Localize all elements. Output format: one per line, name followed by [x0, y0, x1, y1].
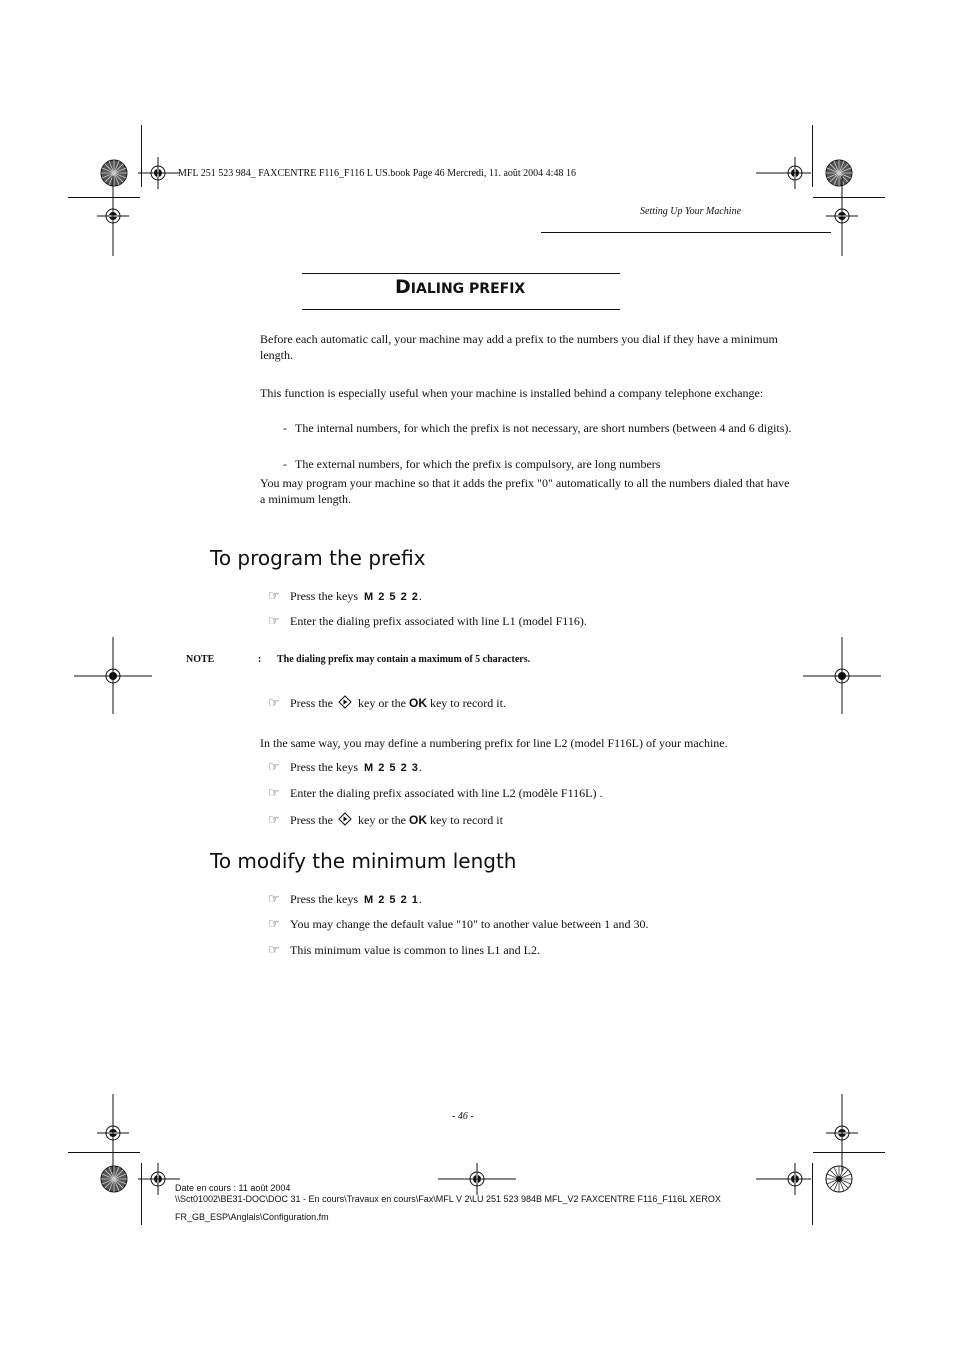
list-item: ☞ You may change the default value "10" to another value between 1 and 30.	[268, 916, 649, 931]
footer-path: \\Sct01002\BE31-DOC\DOC 31 - En cours\Travaux en cours\Fax\MFL V 2\LU 251 523 984B MFL_V2 FAXCENTRE F116_F116L XEROX	[175, 1194, 721, 1204]
file-info-header: MFL 251 523 984_ FAXCENTRE F116_F116 L US.book Page 46 Mercredi, 11. août 2004 4:48 16	[178, 168, 576, 179]
pointing-hand-icon: ☞	[268, 812, 280, 827]
note-colon: :	[258, 654, 262, 665]
list-item: - The external numbers, for which the prefix is compulsory, are long numbers	[283, 456, 793, 472]
key-sequence: M 2 5 2 3	[364, 762, 419, 774]
pointing-hand-icon: ☞	[268, 588, 280, 603]
color-wheel-icon	[101, 160, 127, 186]
pointing-hand-icon: ☞	[268, 891, 280, 906]
intro-paragraph: You may program your machine so that it adds the prefix "0" automatically to all the numbers dialed that have a minimum length.	[260, 476, 790, 506]
pointing-hand-icon: ☞	[268, 942, 280, 957]
pointing-hand-icon: ☞	[268, 785, 280, 800]
list-item: ☞ Enter the dialing prefix associated with line L1 (model F116).	[268, 613, 587, 628]
list-item: ☞ Press the keys M 2 5 2 2.	[268, 588, 422, 603]
list-item-text: The internal numbers, for which the prefix is not necessary, are short numbers (between 4 and 6 digits).	[295, 421, 792, 435]
pointing-hand-icon: ☞	[268, 695, 280, 710]
footer-file: FR_GB_ESP\Anglais\Configuration.fm	[175, 1212, 329, 1222]
start-diamond-icon	[338, 812, 353, 827]
pointing-hand-icon: ☞	[268, 759, 280, 774]
ok-key: OK	[408, 813, 427, 827]
page-title	[395, 276, 525, 298]
list-item: ☞ Enter the dialing prefix associated with line L2 (modèle F116L) .	[268, 785, 603, 800]
intro-paragraph: This function is especially useful when your machine is installed behind a company telephone exchange:	[260, 386, 764, 400]
section-heading: To modify the minimum length	[210, 849, 517, 873]
list-item: - The internal numbers, for which the prefix is not necessary, are short numbers (between 4 and 6 digits).	[283, 421, 792, 435]
intro-paragraph: Before each automatic call, your machine may add a prefix to the numbers you dial if they have a minimum length.	[260, 332, 778, 362]
list-item: ☞ Press the key or the OK key to record it.	[268, 695, 506, 710]
title-rule-bottom	[302, 309, 620, 310]
list-item: ☞ Press the key or the OK key to record it	[268, 812, 503, 827]
pointing-hand-icon: ☞	[268, 613, 280, 628]
title-rule-top	[302, 273, 620, 274]
ok-key: OK	[408, 696, 427, 710]
page-number: - 46 -	[452, 1111, 474, 1122]
paragraph: In the same way, you may define a numbering prefix for line L2 (model F116L) of your machine.	[260, 736, 728, 750]
color-wheel-icon	[101, 1166, 127, 1192]
footer-date: Date en cours : 11 août 2004	[175, 1183, 291, 1193]
section-heading: To program the prefix	[210, 546, 426, 570]
list-item: ☞ Press the keys M 2 5 2 3.	[268, 759, 422, 774]
key-sequence: M 2 5 2 2	[364, 591, 419, 603]
list-item: ☞ Press the keys M 2 5 2 1.	[268, 891, 422, 906]
start-diamond-icon	[338, 695, 353, 710]
list-item: ☞ This minimum value is common to lines L1 and L2.	[268, 942, 540, 957]
header-rule	[541, 232, 831, 233]
color-wheel-icon	[826, 1166, 852, 1192]
note-text: The dialing prefix may contain a maximum of 5 characters.	[277, 654, 531, 665]
page-title-rest: IALING PREFIX	[410, 281, 526, 297]
note-label: NOTE	[186, 654, 215, 665]
pointing-hand-icon: ☞	[268, 916, 280, 931]
page-title-initial: D	[395, 276, 411, 298]
key-sequence: M 2 5 2 1	[364, 894, 419, 906]
color-wheel-icon	[826, 160, 852, 186]
list-item-text: The external numbers, for which the prefix is compulsory, are long numbers	[295, 457, 661, 471]
running-head: Setting Up Your Machine	[640, 206, 742, 217]
